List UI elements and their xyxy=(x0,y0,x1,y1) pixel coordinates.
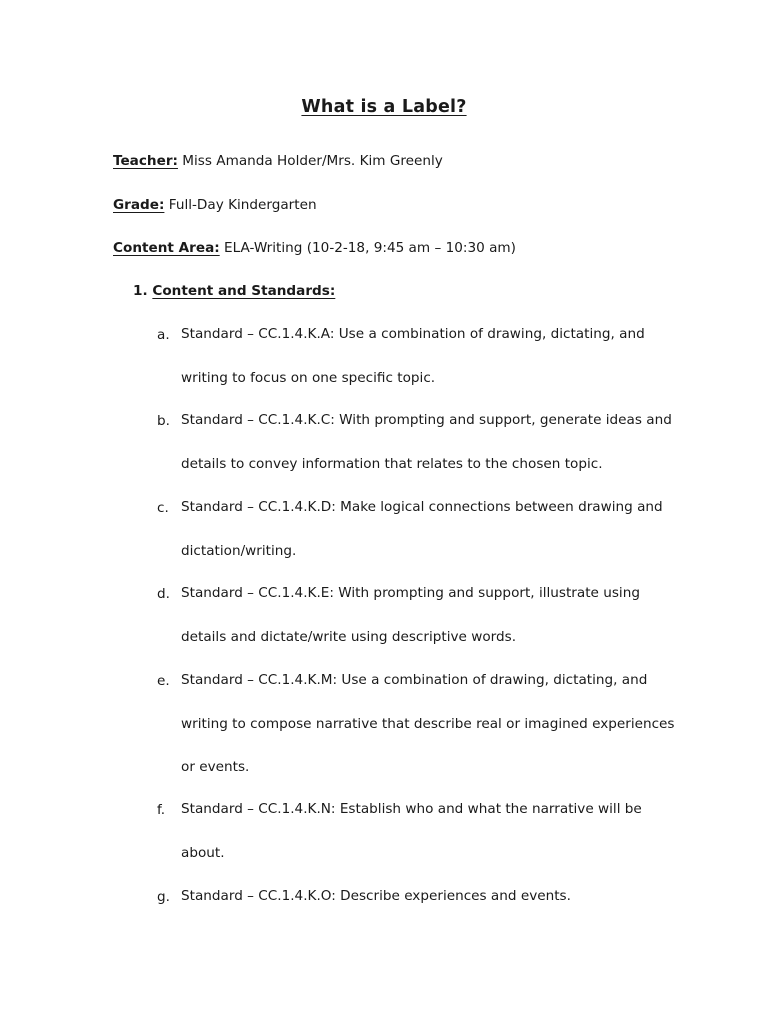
standard-text: Standard – CC.1.4.K.C: With prompting and support, generate ideas and details to convey information that relates to the chosen topic. xyxy=(181,412,672,472)
list-marker: a. xyxy=(157,327,170,343)
content-area-value: ELA-Writing (10-2-18, 9:45 am – 10:30 am) xyxy=(224,240,516,256)
list-marker: e. xyxy=(157,673,170,689)
section-heading-text: Content and Standards: xyxy=(152,283,336,299)
standard-text: Standard – CC.1.4.K.A: Use a combination of drawing, dictating, and writing to focus on one specific topic. xyxy=(181,326,645,386)
list-marker: c. xyxy=(157,500,169,516)
list-marker: d. xyxy=(157,586,170,602)
content-area-line xyxy=(113,240,516,256)
list-marker: b. xyxy=(157,413,170,429)
teacher-line xyxy=(113,153,443,169)
grade-label: Grade: xyxy=(113,197,165,213)
standard-text: Standard – CC.1.4.K.D: Make logical connections between drawing and dictation/writing. xyxy=(181,499,663,559)
content-area-label: Content Area: xyxy=(113,240,220,256)
grade-line xyxy=(113,197,317,213)
teacher-value: Miss Amanda Holder/Mrs. Kim Greenly xyxy=(182,153,443,169)
section-number: 1. xyxy=(133,283,148,299)
section-heading xyxy=(133,283,335,299)
list-marker: g. xyxy=(157,889,170,905)
standard-text: Standard – CC.1.4.K.M: Use a combination of drawing, dictating, and writing to compose narrative that describe real or imagined experiences or events. xyxy=(181,672,675,775)
grade-value: Full-Day Kindergarten xyxy=(168,197,317,213)
standard-text: Standard – CC.1.4.K.O: Describe experiences and events. xyxy=(181,888,571,904)
standard-text: Standard – CC.1.4.K.E: With prompting and support, illustrate using details and dictate/write using descriptive words. xyxy=(181,585,640,645)
teacher-label: Teacher: xyxy=(113,153,178,169)
standard-text: Standard – CC.1.4.K.N: Establish who and what the narrative will be about. xyxy=(181,801,642,861)
list-marker: f. xyxy=(157,802,166,818)
page-title: What is a Label? xyxy=(301,97,467,117)
